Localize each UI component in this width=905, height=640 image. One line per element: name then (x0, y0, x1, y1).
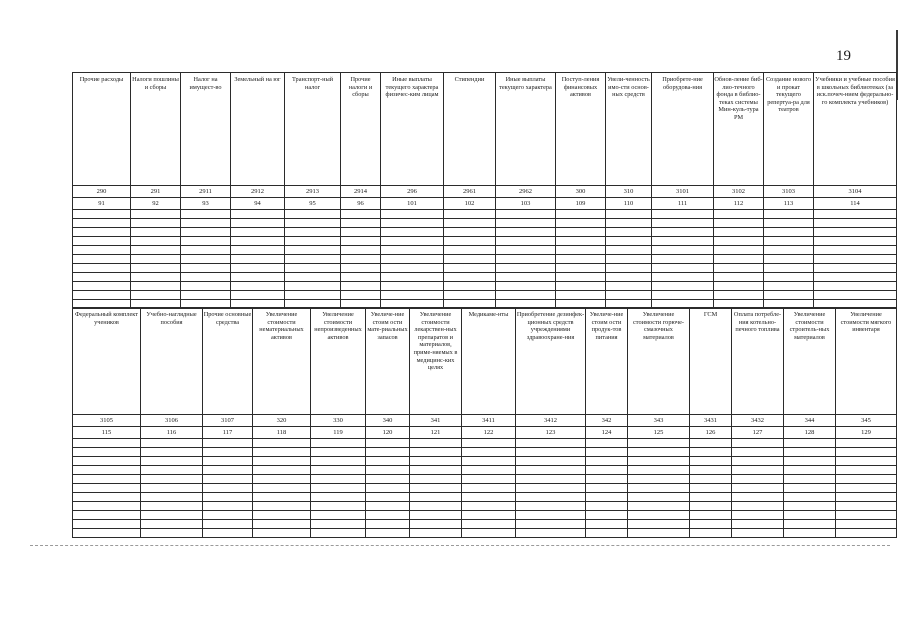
header-cell: Увеличение стоимости горюче-смазочных материалов (628, 308, 690, 415)
code-cell: 290 (73, 186, 131, 198)
budget-table-lower (72, 307, 897, 538)
code-cell: 342 (586, 415, 628, 427)
code-cell: 345 (836, 415, 897, 427)
header-cell: Медикаме-нты (462, 308, 516, 415)
empty-row (73, 484, 897, 493)
header-cell: Увеличение стоимости строитель-ных материалов (784, 308, 836, 415)
number-cell: 101 (381, 198, 444, 210)
header-cell: Иные выплаты текущего характера физичес-ким лицам (381, 73, 444, 186)
empty-row (73, 273, 897, 282)
empty-row (73, 237, 897, 246)
code-cell: 340 (366, 415, 410, 427)
empty-row (73, 255, 897, 264)
code-cell: 3105 (73, 415, 141, 427)
number-cell: 115 (73, 427, 141, 439)
empty-row (73, 448, 897, 457)
code-cell: 343 (628, 415, 690, 427)
header-cell: Транспорт-ный налог (285, 73, 341, 186)
header-cell: Увеличение стоимости непроизведенных активов (311, 308, 366, 415)
number-cell: 102 (444, 198, 496, 210)
code-cell: 3432 (732, 415, 784, 427)
header-cell: Увели-ченность имо-сти основ-ных средств (606, 73, 652, 186)
number-cell: 123 (516, 427, 586, 439)
empty-row (73, 520, 897, 529)
header-cell: Создание нового и прокат текущего репертуа-ра для театров (764, 73, 814, 186)
header-cell: Прочие налоги и сборы (341, 73, 381, 186)
code-cell: 300 (556, 186, 606, 198)
header-cell: Поступ-ления финансовых активов (556, 73, 606, 186)
header-cell: Приобрете-ние оборудова-ния (652, 73, 714, 186)
code-cell: 291 (131, 186, 181, 198)
header-cell: Увеличение стоимости нематериальных активов (253, 308, 311, 415)
budget-table-upper (72, 72, 897, 309)
number-cell: 91 (73, 198, 131, 210)
header-cell: Иные выплаты текущего характера (496, 73, 556, 186)
empty-row (73, 493, 897, 502)
header-cell: Стипендии (444, 73, 496, 186)
header-cell: Федеральный комплект учеников (73, 308, 141, 415)
number-cell: 93 (181, 198, 231, 210)
code-cell: 2914 (341, 186, 381, 198)
empty-row (73, 439, 897, 448)
code-cell: 344 (784, 415, 836, 427)
code-cell: 2962 (496, 186, 556, 198)
header-cell: Увеличение стоимости мягкого инвентаря (836, 308, 897, 415)
number-cell: 118 (253, 427, 311, 439)
empty-row (73, 219, 897, 228)
number-cell: 103 (496, 198, 556, 210)
header-cell: Земельный на юг (231, 73, 285, 186)
scan-artifact-line (30, 545, 890, 546)
code-cell: 3412 (516, 415, 586, 427)
number-cell: 92 (131, 198, 181, 210)
header-cell: Приобретение дезинфек-ционных средств учреждениями здравоохране-ния (516, 308, 586, 415)
number-cell: 94 (231, 198, 285, 210)
header-cell: Увеличение стоимости лекарствен-ных препаратов и материалов, приме-няемых в медицинс-ких целях (410, 308, 462, 415)
number-cell: 95 (285, 198, 341, 210)
empty-row (73, 457, 897, 466)
empty-row (73, 228, 897, 237)
number-cell: 124 (586, 427, 628, 439)
empty-row (73, 210, 897, 219)
code-cell: 341 (410, 415, 462, 427)
header-cell: ГСМ (690, 308, 732, 415)
number-cell: 112 (714, 198, 764, 210)
number-cell: 117 (203, 427, 253, 439)
empty-row (73, 466, 897, 475)
code-cell: 2961 (444, 186, 496, 198)
header-cell: Налоги пошлины и сборы (131, 73, 181, 186)
code-cell: 296 (381, 186, 444, 198)
number-cell: 125 (628, 427, 690, 439)
header-cell: Налог на имущест-во (181, 73, 231, 186)
number-cell: 113 (764, 198, 814, 210)
code-cell: 330 (311, 415, 366, 427)
header-cell: Учебники и учебные пособия в школьных библиотеках (за иск.почеч-нием федерально-го комплекта учебников) (814, 73, 897, 186)
number-cell: 122 (462, 427, 516, 439)
code-cell: 2911 (181, 186, 231, 198)
number-cell: 121 (410, 427, 462, 439)
empty-row (73, 264, 897, 273)
number-cell: 109 (556, 198, 606, 210)
code-cell: 320 (253, 415, 311, 427)
number-cell: 126 (690, 427, 732, 439)
number-cell: 110 (606, 198, 652, 210)
header-cell: Оплата потребле-ния котельно-печного топлива (732, 308, 784, 415)
code-cell: 3107 (203, 415, 253, 427)
page-number: 19 (836, 48, 851, 64)
code-cell: 3101 (652, 186, 714, 198)
empty-row (73, 475, 897, 484)
number-cell: 111 (652, 198, 714, 210)
header-cell: Обнов-ление биб-лио-течного фонда в библио-теках системы Мин-куль-тура РМ (714, 73, 764, 186)
empty-row (73, 529, 897, 538)
header-cell: Прочие основные средства (203, 308, 253, 415)
code-cell: 3411 (462, 415, 516, 427)
number-cell: 127 (732, 427, 784, 439)
code-cell: 3106 (141, 415, 203, 427)
code-cell: 310 (606, 186, 652, 198)
number-cell: 114 (814, 198, 897, 210)
empty-row (73, 282, 897, 291)
number-cell: 116 (141, 427, 203, 439)
code-cell: 2912 (231, 186, 285, 198)
header-cell: Увеличе-ние стоим ости мате-риальных запасов (366, 308, 410, 415)
code-cell: 2913 (285, 186, 341, 198)
number-cell: 96 (341, 198, 381, 210)
code-cell: 3431 (690, 415, 732, 427)
number-cell: 129 (836, 427, 897, 439)
empty-row (73, 291, 897, 300)
number-cell: 128 (784, 427, 836, 439)
empty-row (73, 511, 897, 520)
number-cell: 120 (366, 427, 410, 439)
header-cell: Прочие расходы (73, 73, 131, 186)
code-cell: 3103 (764, 186, 814, 198)
number-cell: 119 (311, 427, 366, 439)
empty-row (73, 502, 897, 511)
empty-row (73, 246, 897, 255)
code-cell: 3102 (714, 186, 764, 198)
header-cell: Учебно-наглядные пособия (141, 308, 203, 415)
header-cell: Увеличе-ние стоим ости продук-тов питания (586, 308, 628, 415)
code-cell: 3104 (814, 186, 897, 198)
